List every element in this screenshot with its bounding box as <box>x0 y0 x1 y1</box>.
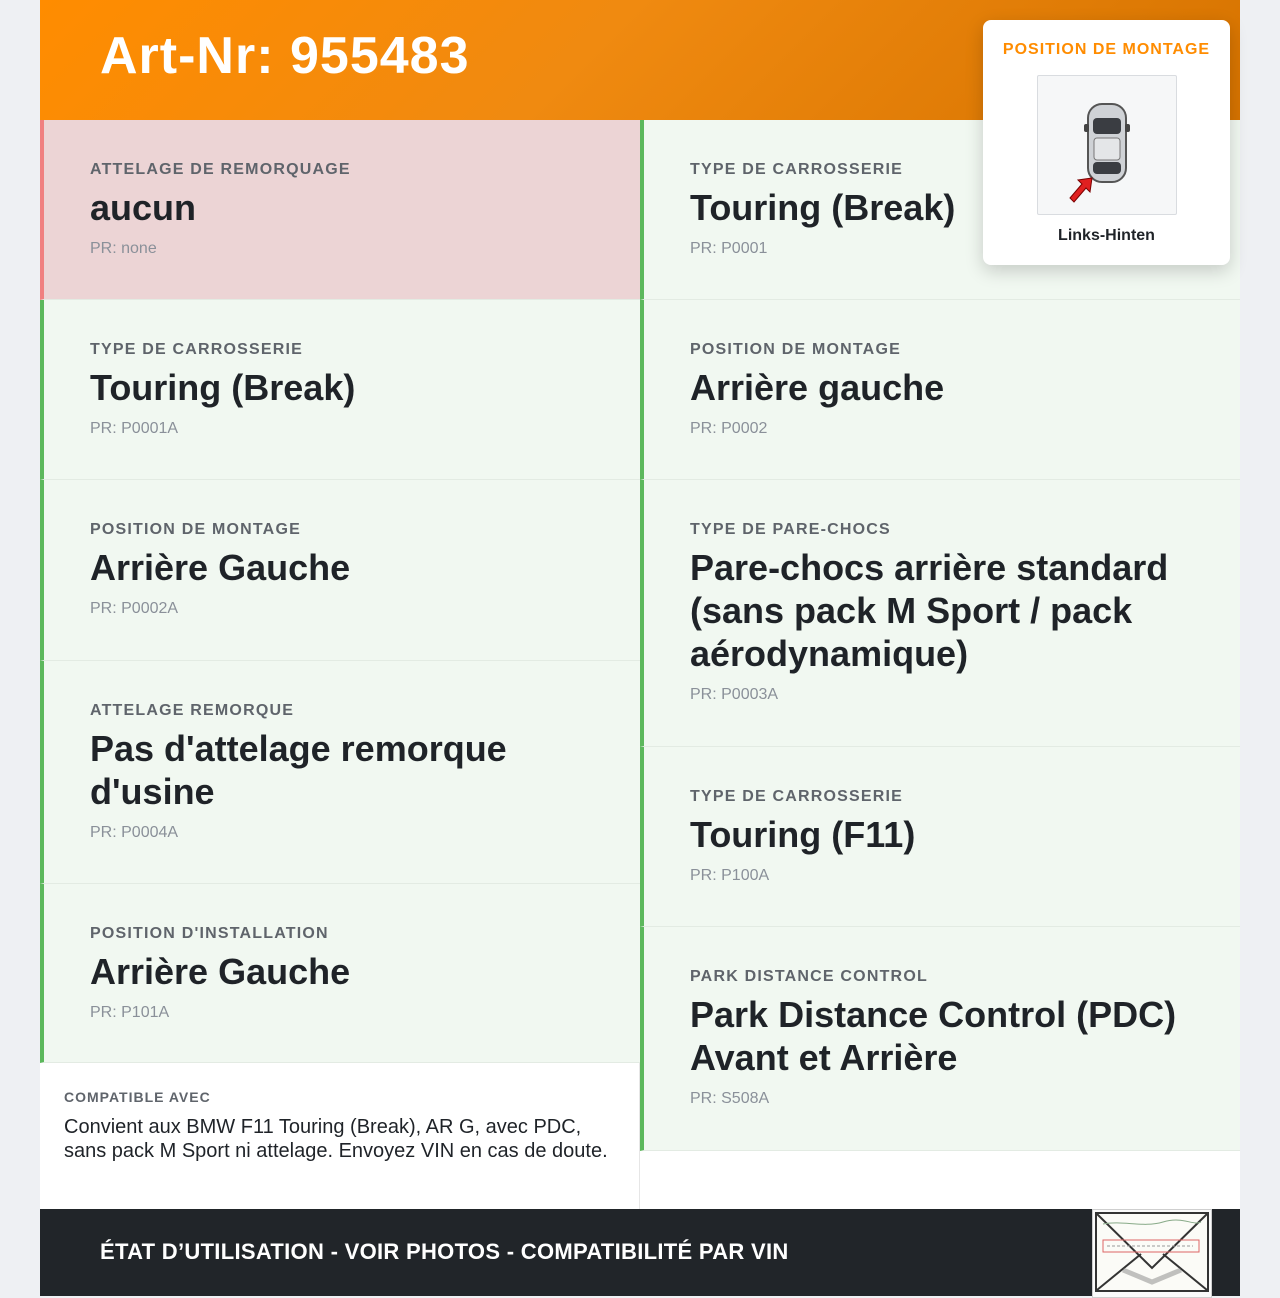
spec-card-tow-hitch <box>40 120 640 300</box>
spec-value: Touring (Break) <box>690 187 956 228</box>
footer-bar <box>40 1209 1240 1296</box>
spec-value: Arrière Gauche <box>90 951 351 992</box>
spec-card-mount-position <box>640 300 1240 480</box>
spec-label: PARK DISTANCE CONTROL <box>690 968 928 985</box>
spec-label: TYPE DE CARROSSERIE <box>90 341 304 358</box>
compatibility-box <box>40 1063 640 1209</box>
compatibility-label: COMPATIBLE AVEC <box>64 1089 211 1105</box>
spec-value: Arrière Gauche <box>90 547 351 588</box>
spec-pr-code: PR: P0003A <box>690 686 779 703</box>
mount-position-title: POSITION DE MONTAGE <box>1002 41 1211 58</box>
car-top-view-icon <box>1038 76 1176 214</box>
spec-value: Pare-chocs arrière standard (sans pack M Sport / pack aérodynamique) <box>690 547 1169 674</box>
spec-value: Touring (F11) <box>690 814 916 855</box>
spec-card-pdc <box>640 927 1240 1151</box>
article-number-title: Art-Nr: 955483 <box>100 27 470 85</box>
spec-pr-code: PR: P0001A <box>90 420 179 437</box>
spec-label: TYPE DE CARROSSERIE <box>690 161 904 178</box>
spec-pr-code: PR: P0001 <box>690 240 768 257</box>
mount-position-badge <box>983 20 1230 265</box>
spec-pr-code: PR: P100A <box>690 867 770 884</box>
page <box>40 0 1240 1296</box>
spec-card-body-type-f11 <box>640 747 1240 927</box>
spec-pr-code: PR: P0002 <box>690 420 768 437</box>
spec-value: Touring (Break) <box>90 367 356 408</box>
spec-value: Pas d'attelage remorque d'usine <box>90 728 507 812</box>
spec-card-mount-position <box>40 480 640 661</box>
mount-position-caption: Links-Hinten <box>1058 227 1155 244</box>
spec-card-trailer-hitch <box>40 661 640 884</box>
spec-value: Arrière gauche <box>690 367 945 408</box>
envelope-icon <box>1093 1210 1211 1297</box>
footer-text: ÉTAT D’UTILISATION - VOIR PHOTOS - COMPATIBILITÉ PAR VIN <box>100 1239 789 1264</box>
spec-card-body-type <box>40 300 640 480</box>
spec-label: TYPE DE CARROSSERIE <box>690 788 904 805</box>
compatibility-text: Convient aux BMW F11 Touring (Break), AR G, avec PDC, sans pack M Sport ni attelage. Envoyez VIN en cas de doute. <box>64 1116 608 1162</box>
spec-card-bumper-type <box>640 480 1240 747</box>
spec-value: Park Distance Control (PDC) Avant et Arrière <box>690 994 1177 1078</box>
spec-label: POSITION DE MONTAGE <box>690 341 901 358</box>
car-position-image <box>1037 75 1177 215</box>
spec-pr-code: PR: none <box>90 240 157 257</box>
vin-label-photo-thumbnail[interactable] <box>1092 1209 1212 1298</box>
spec-pr-code: PR: S508A <box>690 1090 770 1107</box>
spec-pr-code: PR: P0004A <box>90 824 179 841</box>
spec-value: aucun <box>90 187 197 228</box>
spec-label: ATTELAGE DE REMORQUAGE <box>90 161 351 178</box>
spec-label: TYPE DE PARE-CHOCS <box>690 521 891 538</box>
spec-label: POSITION DE MONTAGE <box>90 521 301 538</box>
spec-pr-code: PR: P0002A <box>90 600 179 617</box>
spec-label: POSITION D'INSTALLATION <box>90 925 329 942</box>
spec-pr-code: PR: P101A <box>90 1004 170 1021</box>
spec-label: ATTELAGE REMORQUE <box>90 702 295 719</box>
spec-card-install-position <box>40 884 640 1063</box>
